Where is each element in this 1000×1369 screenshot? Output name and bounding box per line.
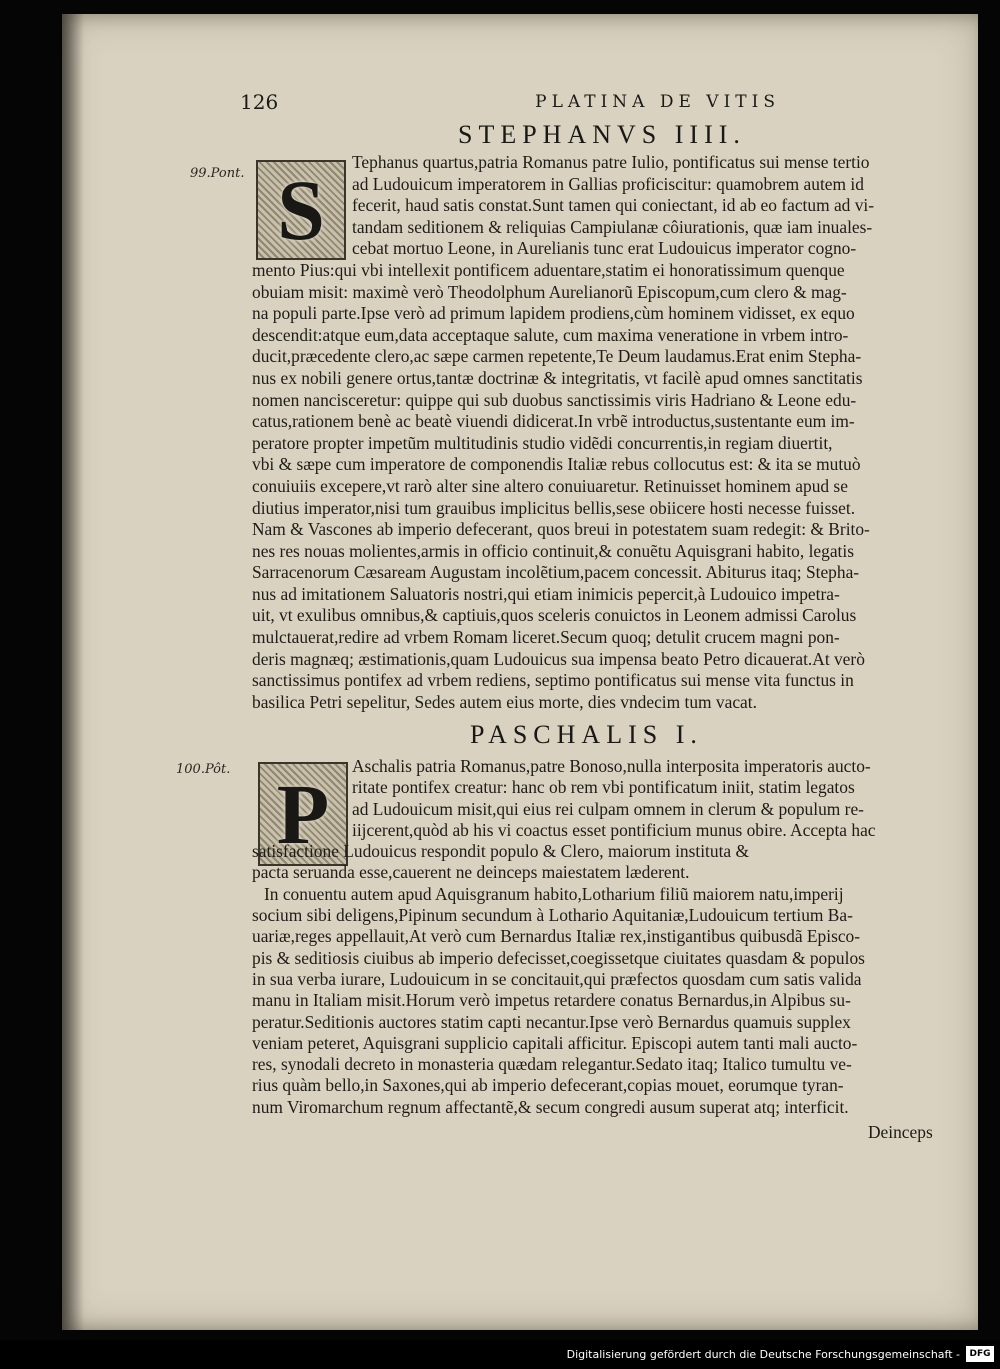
text-line: conuiuiis excepere,vt rarò alter sine altero conuiuaretur. Retinuisset hominem apud se: [252, 475, 848, 496]
drop-cap-letter: P: [276, 766, 330, 862]
text-line: obuiam misit: maximè verò Theodolphum Aurelianorũ Episcopum,cum clero & mag-: [252, 281, 847, 302]
page-number: 126: [240, 90, 279, 114]
running-head: [240, 90, 780, 116]
text-line: catus,rationem benè ac beatè viuendi didicerat.In vrbẽ introductus,sustentante eum im-: [252, 411, 855, 432]
footer-bar: [0, 1340, 1000, 1369]
text-line: Nam & Vascones ab imperio defecerant, quos breui in potestatem suam redegit: & Brito-: [252, 519, 870, 540]
drop-cap-letter: S: [277, 162, 325, 258]
text-line: diutius imperator,nisi tum grauibus implicitus bellis,sese obiicere hosti necesse fuisset.: [252, 497, 856, 518]
text-block-paschalis: [252, 756, 956, 1118]
text-line: veniam peteret, Aquisgrani supplicio capitali afficitur. Episcopi autem tanti mali aucto-: [252, 1032, 858, 1053]
text-line: in sua verba iurare, Ludouicum in se concitauit,qui præfectos quosdam cum satis valida: [252, 968, 862, 989]
margin-note-paschalis: 100.Pôt.: [176, 762, 231, 777]
text-line: num Viromarchum regnum affectantẽ,& secum congredi ausum superat atq; interficit.: [252, 1096, 849, 1117]
text-line: peratore propter impetũm multitudinis studio vidẽdi concurrentis,in regiam diuertit,: [252, 432, 833, 453]
text-line: peratur.Seditionis auctores statim capti necantur.Ipse verò Bernardus quamuis supplex: [252, 1011, 851, 1032]
margin-note-stephanus: 99.Pont.: [190, 166, 245, 181]
text-line: basilica Petri sepelitur, Sedes autem eius morte, dies vndecim tum vacat.: [252, 691, 757, 712]
text-line: Aschalis patria Romanus,patre Bonoso,nulla interposita imperatoris aucto-: [352, 756, 871, 776]
text-line: deris magnæq; æstimationis,quam Ludouicus sua impensa beato Petro dicauerat.At verò: [252, 648, 865, 669]
dfg-logo: DFG: [966, 1346, 994, 1362]
text-line: Sarracenorum Cæsaream Augustam incolẽtium,pacem concessit. Abiturus itaq; Stepha-: [252, 562, 860, 583]
text-line: nes res nouas molientes,armis in officio continuit,& conuẽtu Aquisgrani habito, legatis: [252, 540, 854, 561]
text-line: ad Ludouicum imperatorem in Gallias proficiscitur: quamobrem autem id: [352, 173, 864, 194]
text-block-stephanus: [252, 152, 956, 713]
page-spine-shadow: [62, 14, 84, 1330]
text-line: vbi & sæpe cum imperatore de componendis Italiæ rebus collocutus est: & ita se mutuò: [252, 454, 861, 475]
text-line: mulctauerat,redire ad vrbem Romam liceret.Secum quoq; detulit crucem magni pon-: [252, 627, 840, 648]
footer-credit: Digitalisierung gefördert durch die Deutsche Forschungsgemeinschaft -: [566, 1348, 960, 1361]
text-line: pacta seruanda esse,cauerent ne deinceps maiestatem læderent.: [252, 862, 690, 883]
text-line: tandam seditionem & reliquias Campiulanæ côiurationis, quæ iam inuales-: [352, 216, 873, 237]
text-line: rius quàm bello,in Saxones,qui ab imperio defecerant,copias mouet, eorumque tyran-: [252, 1075, 844, 1096]
section-heading-paschalis: PASCHALIS I.: [470, 720, 703, 749]
text-line: na populi parte.Ipse verò ad primum lapidem prodiens,cùm hominem vidisset, ex equo: [252, 303, 855, 324]
text-line: mento Pius:qui vbi intellexit pontificem aduentare,statim ei honoratissimum quenque: [252, 259, 845, 280]
catchword: Deinceps: [868, 1122, 933, 1142]
text-line: socium sibi deligens,Pipinum secundum à Lothario Aquitaniæ,Ludouicum tertium Ba-: [252, 905, 853, 926]
text-line: res, synodali decreto in monasteria quædam relegantur.Sedato itaq; Italico tumultu ve-: [252, 1054, 852, 1075]
text-line: uit, vt exulibus omnibus,& captiuis,quos sceleris conuictos in Leonem admissi Carolus: [252, 605, 857, 626]
text-line: iijcerent,quòd ab his vi coactus esset pontificium munus obire. Accepta hac: [352, 819, 876, 840]
text-line: uariæ,reges appellauit,At verò cum Bernardus Italiæ rex,instigantibus quibusdã Episco-: [252, 926, 861, 947]
text-line: descendit:atque eum,data acceptaque salute, cum maxima veneratione in vrbem intro-: [252, 324, 849, 345]
text-line: ducit,præcedente clero,ac sæpe carmen repetente,Te Deum laudamus.Erat enim Stepha-: [252, 346, 862, 367]
text-line: ritate pontifex creatur: hanc ob rem vbi pontificatum iniit, statim legatos: [352, 777, 855, 798]
text-line: ad Ludouicum misit,qui eius rei culpam omnem in clerum & populum re-: [352, 798, 864, 819]
text-line: satisfactione Ludouicus respondit populo & Clero, maiorum instituta &: [252, 841, 750, 862]
section-heading-stephanus: STEPHANVS IIII.: [458, 120, 746, 149]
text-line: nomen nancisceretur: quippe qui sub duobus sanctissimis viris Hadriano & Leone edu-: [252, 389, 857, 410]
text-line: nus ex nobili genere ortus,tantæ doctrinæ & integritatis, vt facilè apud omnes sanctitatis: [252, 367, 863, 388]
text-line: Tephanus quartus,patria Romanus patre Iulio, pontificatus sui mense tertio: [352, 152, 870, 172]
text-line: nus ad imitationem Saluatoris nostri,qui etiam inimicis pepercit,à Ludouico impetra-: [252, 583, 840, 604]
text-line: fecerit, haud satis constat.Sunt tamen qui coniectant, id ab eo factum ad vi-: [352, 195, 875, 216]
text-line: cebat mortuo Leone, in Aurelianis tunc erat Ludouicus imperator cogno-: [352, 238, 857, 259]
text-line: In conuentu autem apud Aquisgranum habito,Lotharium filiũ maiorem natu,imperij: [264, 883, 844, 904]
text-line: sanctissimus pontifex ad vrbem rediens, septimo pontificatus sui mense vita functus in: [252, 670, 854, 691]
text-line: manu in Italiam misit.Horum verò impetus retardere conatus Bernardus,in Alpibus su-: [252, 990, 851, 1011]
text-line: pis & seditiosis ciuibus ab imperio defecisset,coegissetque ciuitates quasdam & populos: [252, 947, 865, 968]
book-title: PLATINA DE VITIS: [535, 92, 780, 112]
